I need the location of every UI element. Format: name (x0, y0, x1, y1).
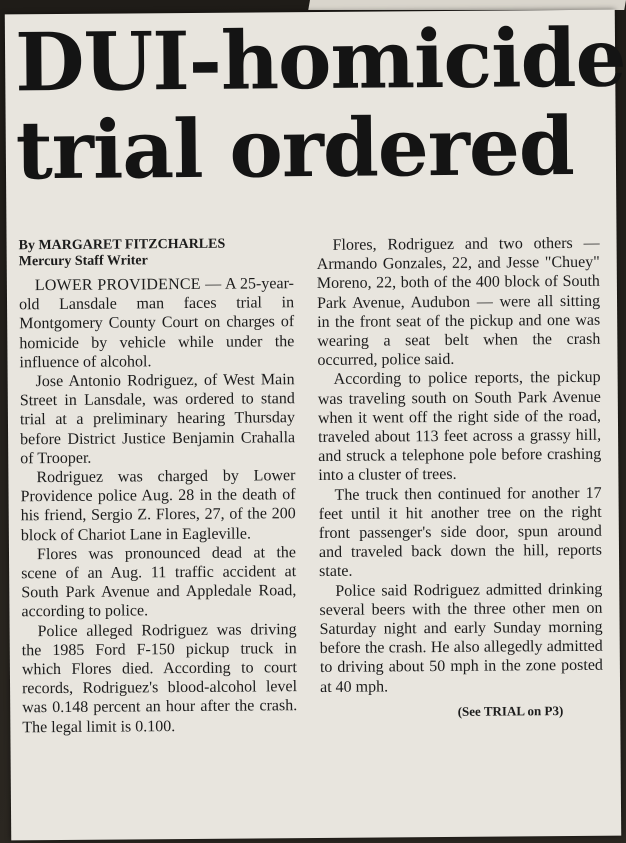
article-paragraph: Jose Antonio Rodriguez, of West Main Street in Lansdale, was ordered to stand trial at a preliminary hearing Thursday before District Justice Benjamin Crahalla of Trooper. (19, 371, 296, 468)
newspaper-clipping (5, 10, 626, 841)
newspaper-edge-strip (308, 0, 626, 10)
article-paragraph: According to police reports, the pickup was traveling south on South Park Avenue when it went off the right side of the road, traveled about 113 feet across a grassy hill, and struck a telephone pole before crashing into a cluster of trees. (317, 369, 602, 485)
article-column-right (317, 234, 604, 722)
article-paragraph: Police alleged Rodriguez was driving the 1985 Ford F-150 pickup truck in which Flores died. According to court records, Rodriguez's blood-alcohol level was 0.148 percent an hour after the crash. The legal limit is 0.100. (21, 620, 298, 736)
article-paragraph: The truck then continued for another 17 feet until it hit another tree on the right front passenger's side door, spun around and traveled back down the hill, reports state. (318, 484, 603, 581)
byline-role: Mercury Staff Writer (18, 253, 148, 270)
article-column-left (19, 236, 298, 737)
headline-line-2: trial ordered (15, 98, 575, 198)
paragraph-text: A 25-year-old Lansdale man faces trial in Montgomery County Court on charges of homicide by vehicle while under the influence of alcohol. (18, 275, 295, 372)
article-paragraph (19, 274, 295, 372)
continuation-note: (See TRIAL on P3) (457, 702, 564, 719)
dateline: LOWER PROVIDENCE — (34, 275, 222, 295)
article-paragraph: Police said Rodriguez admitted drinking several beers with the three other men on Saturday night and early Sunday morning before the crash. He also allegedly admitted to driving about 50 mph in the zone posted at 40 mph. (319, 580, 603, 696)
article-paragraph: Rodriguez was charged by Lower Providence police Aug. 28 in the death of his friend, Sergio Z. Flores, 27, of the 200 block of Chariot Lane in Eagleville. (20, 467, 296, 544)
headline-line-1: DUI-homicide (14, 10, 626, 110)
article-paragraph: Flores, Rodriguez and two others — Armando Gonzales, 22, and Jesse "Chuey" Moreno, 22, both of the 400 block of South Park Avenue, Audubon — were all sitting in the front seat of the pickup and one was wearing a seat belt when the crash occurred, police said. (316, 234, 601, 370)
byline-author: By MARGARET FITZCHARLES (18, 236, 226, 254)
headline (14, 10, 626, 198)
article-paragraph: Flores was pronounced dead at the scene of an Aug. 11 traffic accident at South Park Avenue and Appledale Road, according to police. (21, 543, 297, 621)
byline (19, 236, 294, 270)
